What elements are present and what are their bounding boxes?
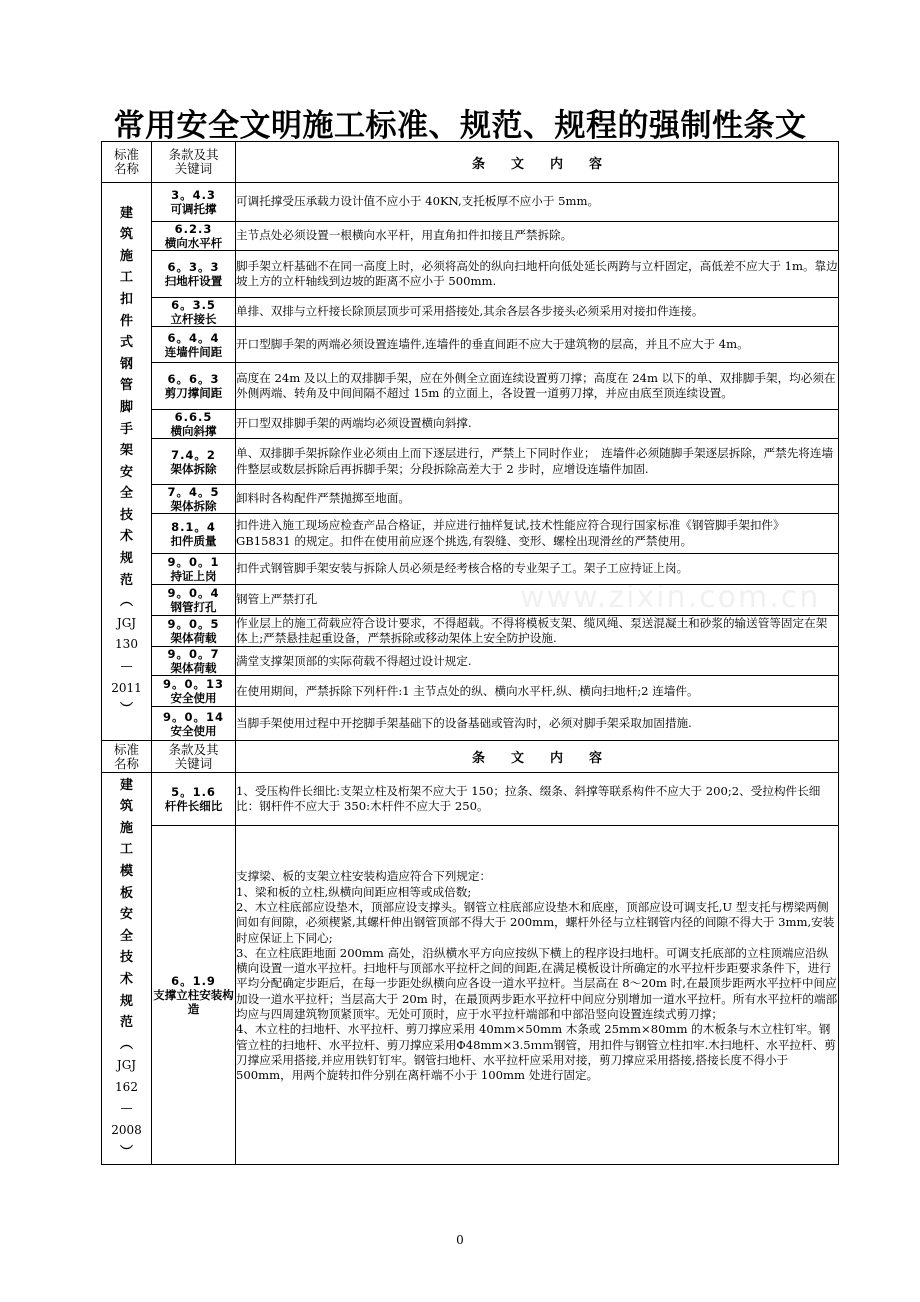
content-line: 单排、双排与立杆接长除顶层顶步可采用搭接处,其余各层各步接头必须采用对接扣件连接。 (236, 304, 704, 319)
clause-content (236, 773, 839, 826)
standard-name-char: 全 (119, 928, 133, 944)
clause-keyword: 扫地杆设置 (164, 274, 223, 288)
clause-cell (152, 251, 236, 298)
clause-cell (152, 616, 236, 647)
standard-name-char: 施 (119, 820, 133, 836)
standard-name-char: 范 (119, 1015, 133, 1031)
table-row (102, 410, 839, 439)
content-line: 满堂支撑架顶部的实际荷载不得超过设计规定. (236, 653, 472, 668)
clause-content (236, 327, 839, 363)
clause-content (236, 485, 839, 514)
standard-name-char: 建 (119, 777, 133, 793)
header-row (102, 142, 839, 183)
clause-keyword: 安全使用 (170, 723, 217, 738)
clause-content (236, 410, 839, 439)
table-row (102, 439, 839, 485)
content-line: 作业层上的施工荷载应符合设计要求，不得超载。不得将模板支架、缆风绳、泵送混凝土和砂浆的输送管等固定在架体上;严禁悬挂起重设备，严禁拆除或移动架体上安全防护设施. (236, 616, 828, 646)
clause-keyword: 安全使用 (170, 691, 217, 706)
content-line: 当脚手架使用过程中开挖脚手架基础下的设备基础或管沟时，必须对脚手架采取加固措施. (236, 716, 692, 731)
clause-keyword: 杆件长细比 (164, 799, 223, 814)
content-line: 在使用期间，严禁拆除下列杆件:1 主节点处的纵、横向水平杆,纵、横向扫地杆;2 连墙件。 (236, 683, 699, 698)
standard-name-char: 安 (119, 464, 133, 480)
standard-name-char: — (120, 659, 133, 674)
clause-cell (152, 183, 236, 222)
clause-content (236, 707, 839, 741)
clause-content (236, 554, 839, 585)
standard-name-char: 2008 (111, 1123, 142, 1138)
table-row (102, 647, 839, 676)
header-standard-name-line1: 标准 (113, 147, 139, 162)
header-clause-line2: 关键词 (174, 161, 213, 176)
clause-keyword: 横向斜撑 (170, 424, 217, 438)
content-line: 2、木立柱底部应设垫木，顶部应设支撑头。钢管立柱底部应设垫木和底座，顶部应设可调支托,U 型支托与楞梁两侧间如有间隙，必须楔紧,其螺杆伸出钢管顶部不得大于 200mm，螺杆外径与立柱钢管内径的间隙不得大于 3mm,安装时应保证上下同心; (236, 900, 835, 945)
standard-name-char: 式 (119, 335, 133, 351)
clause-number: 6.6.5 (174, 410, 213, 424)
clause-content (236, 251, 839, 298)
table-row (102, 485, 839, 514)
standard-name-char: — (120, 1101, 133, 1116)
clause-cell (152, 327, 236, 363)
content-line: 1、梁和板的立柱,纵横向间距应相等或成倍数; (236, 884, 472, 899)
standard-name-char: ︶ (119, 1144, 133, 1160)
clause-cell (152, 676, 236, 707)
standard-name-char: 脚 (119, 399, 133, 415)
page-number: 0 (456, 1233, 464, 1247)
standard-name-char: JGJ (116, 615, 137, 630)
clause-cell (152, 554, 236, 585)
clause-cell (152, 410, 236, 439)
clause-keyword: 架体荷载 (170, 631, 217, 646)
standard-name-char: 工 (119, 842, 133, 858)
content-line: 脚手架立杆基础不在同一高度上时，必须将高处的纵向扫地杆向低处延长两跨与立杆固定，高低差不应大于 1m。靠边坡上方的立杆轴线到边坡的距离不应小于 500mm. (236, 258, 838, 288)
standard-name-char: 模 (119, 863, 133, 879)
header-clause-line1: 条款及其 (168, 147, 219, 162)
standard-name-char: 钢 (119, 356, 133, 372)
content-line: 扣件进入施工现场应检查产品合格证，并应进行抽样复试,技术性能应符合现行国家标准《钢管脚手架扣件》GB15831 的规定。扣件在使用前应逐个挑选,有裂缝、变形、螺栓出现滑丝的严禁使用。 (236, 518, 785, 548)
content-line: 钢管上严禁打孔 (236, 592, 318, 607)
content-line: 支撑梁、板的支架立柱安装构造应符合下列规定： (236, 869, 492, 884)
standards-table (101, 141, 839, 1165)
header-clause-keyword (152, 741, 236, 773)
standard-name-char: 范 (119, 572, 133, 588)
standard-name-char: 规 (119, 993, 133, 1009)
table-row (102, 251, 839, 298)
clause-keyword: 扣件质量 (170, 533, 217, 548)
clause-content (236, 616, 839, 647)
clause-cell (152, 363, 236, 410)
standard-name-char: 施 (119, 248, 133, 264)
clause-keyword: 可调托撑 (170, 202, 217, 216)
standard-name-char: 架 (119, 443, 133, 459)
clause-content (236, 363, 839, 410)
clause-number: 5。1.6 (171, 785, 216, 800)
content-line: 3、在立柱底距地面 200mm 高处，沿纵横水平方向应按纵下横上的程序设扫地杆。可调支托底部的立柱顶端应沿纵横向设置一道水平拉杆。扫地杆与顶部水平拉杆之间的间距,在满足模板设计所确定的水平拉杆步距要求条件下，进行平均分配确定步距后，在每一步距处纵横向应各设一道水平拉杆。当层高在 8～20m 时,在最顶步距两水平拉杆中间应加设一道水平拉杆；当层高大于 20m 时，在最顶两步距水平拉杆中间应分别增加一道水平拉杆。所有水平拉杆的端部均应与四周建筑物顶紧顶牢。无处可顶时，应于水平拉杆端部和中部沿竖向设置连续式剪刀撑； (236, 945, 838, 1022)
table-row (102, 826, 839, 1165)
table-row (102, 363, 839, 410)
standard-name-char: 建 (119, 205, 133, 221)
table-row (102, 676, 839, 707)
standard-name-char: 筑 (119, 227, 133, 243)
clause-number: 6。3。3 (167, 260, 220, 274)
clause-content (236, 183, 839, 222)
content-line: 开口型脚手架的两端必须设置连墙件,连墙件的垂直间距不应大于建筑物的层高，并且不应大于 4m。 (236, 336, 749, 351)
clause-cell (152, 826, 236, 1165)
header-standard-name-line1: 标准 (113, 741, 139, 757)
clause-content (236, 222, 839, 251)
content-line: 卸料时各构配件严禁抛掷至地面。 (236, 491, 410, 506)
clause-number: 9。0。5 (167, 617, 220, 632)
standard-name-char: 术 (119, 529, 133, 545)
clause-cell (152, 485, 236, 514)
clause-number: 7.4。2 (171, 447, 216, 462)
clause-number: 8.1。4 (171, 519, 216, 534)
clause-number: 6.2.3 (174, 222, 213, 236)
header-clause-line1: 条款及其 (168, 741, 219, 757)
clause-number: 3。4.3 (171, 188, 216, 202)
standard-name-char: 技 (119, 950, 133, 966)
clause-keyword: 连墙件间距 (164, 344, 223, 359)
table-row (102, 298, 839, 327)
clause-cell (152, 773, 236, 826)
standard-name-char: 130 (115, 637, 138, 652)
clause-number: 6。6。3 (167, 372, 220, 386)
clause-content (236, 439, 839, 485)
standard-name-char: 技 (119, 507, 133, 523)
header-standard-name (102, 142, 152, 183)
table-row (102, 183, 839, 222)
standard-name-char: 工 (119, 270, 133, 286)
header-content: 条 文 内 容 (236, 741, 839, 773)
standard-name-char: ︵ (119, 594, 133, 610)
standard-name-char: 全 (119, 486, 133, 502)
standard-name-char: ︵ (119, 1036, 133, 1052)
header-content: 条 文 内 容 (236, 142, 839, 183)
clause-number: 9。0。14 (162, 709, 224, 724)
table-row (102, 554, 839, 585)
standard-name-char: 术 (119, 971, 133, 987)
clause-cell (152, 514, 236, 554)
standard-name-cell (102, 183, 152, 741)
standard-name-char: 件 (119, 313, 133, 329)
header-standard-name-line2: 名称 (113, 161, 139, 176)
clause-number: 6。4。4 (167, 330, 220, 345)
clause-keyword: 支撑立柱安装构造 (153, 988, 234, 1017)
header-clause-keyword (152, 142, 236, 183)
clause-cell (152, 647, 236, 676)
watermark: www.zixin.com.cn (520, 580, 821, 615)
clause-cell (152, 585, 236, 616)
clause-content (236, 298, 839, 327)
standard-name-char: 筑 (119, 799, 133, 815)
standard-name-char: 162 (115, 1079, 138, 1094)
content-line: 高度在 24m 及以上的双排脚手架，应在外侧全立面连续设置剪刀撑；高度在 24m 以下的单、双排脚手架，均必须在外侧两端、转角及中间间隔不超过 15m 的立面上，各设置一道剪刀撑，并应由底至顶连续设置。 (236, 370, 836, 400)
clause-keyword: 剪刀撑间距 (164, 386, 223, 400)
clause-number: 6。1.9 (171, 974, 216, 989)
content-line: 1、受压构件长细比:支架立柱及桁架不应大于 150；拉条、缀条、斜撑等联系构件不应大于 200;2、受拉构件长细比：钢杆件不应大于 350:木杆件不应大于 250。 (236, 784, 821, 814)
table-row (102, 222, 839, 251)
clause-content (236, 826, 839, 1165)
clause-number: 9。0。1 (167, 555, 220, 569)
clause-content (236, 585, 839, 616)
header-row (102, 741, 839, 773)
header-standard-name (102, 741, 152, 773)
clause-keyword: 立杆接长 (170, 312, 217, 326)
clause-number: 6。3.5 (171, 298, 216, 312)
clause-content (236, 514, 839, 554)
table-row (102, 616, 839, 647)
standard-name-char: 安 (119, 907, 133, 923)
content-line: 主节点处必须设置一根横向水平杆，用直角扣件扣接且严禁拆除。 (236, 228, 573, 243)
clause-keyword: 架体拆除 (170, 499, 217, 513)
clause-number: 9。0。13 (162, 677, 224, 692)
standard-name-char: 手 (119, 421, 133, 437)
standard-name-char: ︶ (119, 702, 133, 718)
clause-number: 9。0。4 (167, 586, 220, 600)
table-row (102, 707, 839, 741)
standard-name-char: 管 (119, 378, 133, 394)
clause-cell (152, 439, 236, 485)
clause-cell (152, 707, 236, 741)
table-row (102, 327, 839, 363)
content-line: 可调托撑受压承载力设计值不应小于 40KN,支托板厚不应小于 5mm。 (236, 194, 600, 209)
standard-name-char: 扣 (119, 291, 133, 307)
page-title: 常用安全文明施工标准、规范、规程的强制性条文 (113, 108, 807, 144)
clause-keyword: 架体荷载 (170, 661, 217, 676)
table-row (102, 585, 839, 616)
content-line: 单、双排脚手架拆除作业必须由上而下逐层进行，严禁上下同时作业； 连墙件必须随脚手架逐层拆除，严禁先将连墙件整层或数层拆除后再拆脚手架；分段拆除高差大于 2 步时，应增设连墙件加固. (236, 446, 834, 476)
clause-keyword: 横向水平杆 (164, 236, 223, 250)
clause-cell (152, 298, 236, 327)
header-clause-line2: 关键词 (174, 755, 213, 771)
clause-number: 7。4。5 (167, 485, 220, 499)
header-standard-name-line2: 名称 (113, 755, 139, 771)
table-row (102, 773, 839, 826)
clause-cell (152, 222, 236, 251)
standard-name-char: 2011 (111, 680, 142, 695)
content-line: 扣件式钢管脚手架安装与拆除人员必须是经考核合格的专业架子工。架子工应持证上岗。 (236, 561, 689, 576)
standard-name-char: 规 (119, 551, 133, 567)
standard-name-char: JGJ (116, 1058, 137, 1073)
clause-content (236, 676, 839, 707)
clause-keyword: 钢管打孔 (170, 600, 217, 614)
clause-keyword: 架体拆除 (170, 461, 217, 476)
clause-keyword: 持证上岗 (170, 569, 217, 583)
standard-name-char: 板 (119, 885, 133, 901)
table-row (102, 514, 839, 554)
content-line: 开口型双排脚手架的两端均必须设置横向斜撑. (236, 416, 472, 431)
clause-number: 9。0。7 (167, 647, 220, 662)
clause-content (236, 647, 839, 676)
content-line: 4、木立柱的扫地杆、水平拉杆、剪刀撑应采用 40mm×50mm 木条或 25mm×80mm 的木板条与木立柱钉牢。钢管立柱的扫地杆、水平拉杆、剪刀撑应采用Φ48mm×3.5ｍｍ钢管，用扣件与钢管立柱扣牢.木扫地杆、水平拉杆、剪刀撑应采用搭接,并应用铁钉钉牢。钢管扫地杆、水平拉杆应采用对接，剪刀撑应采用搭接,搭接长度不得小于 500mm，用两个旋转扣件分别在离杆端不小于 100mm 处进行固定。 (236, 1022, 836, 1083)
standard-name-cell (102, 773, 152, 1165)
